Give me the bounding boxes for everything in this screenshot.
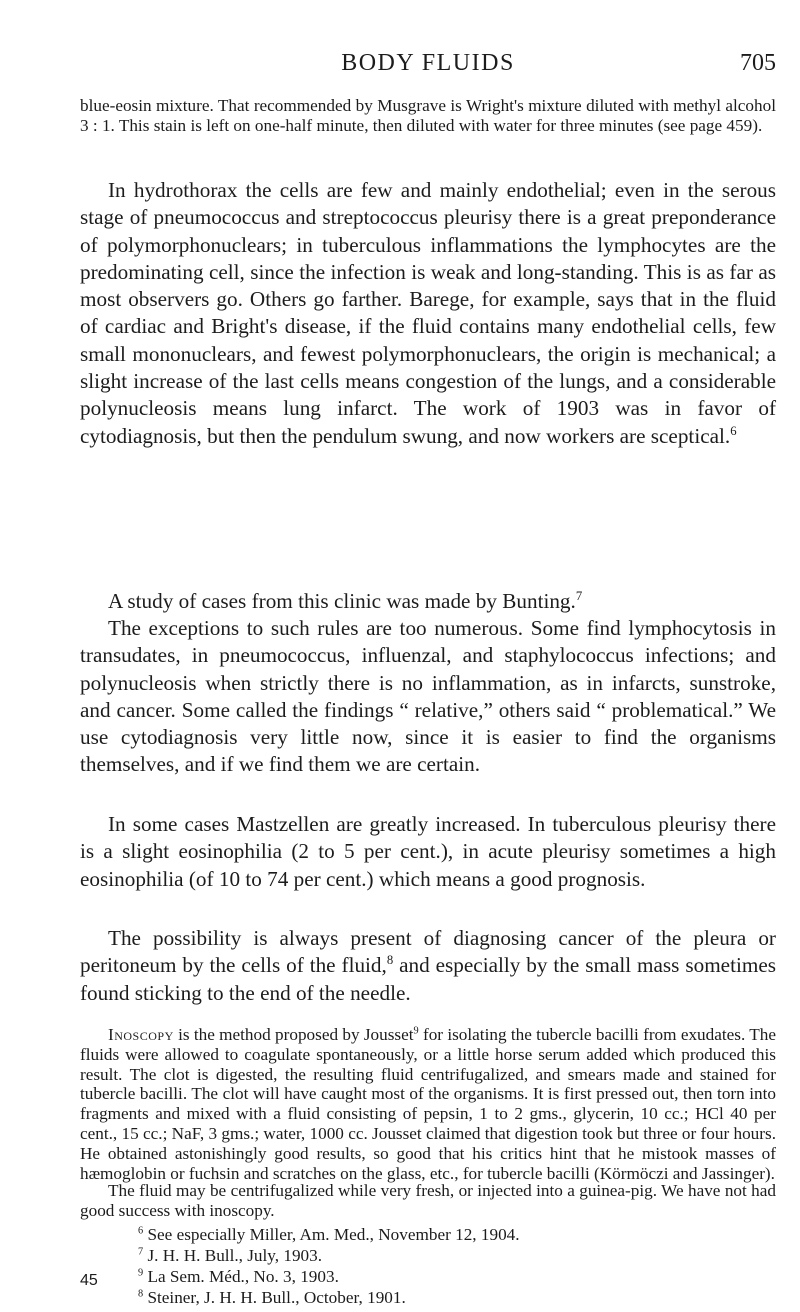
paragraph-exceptions: The exceptions to such rules are too numerous. Some find lymphocytosis in transudates, in pneumococcus, influenzal, and staphylococcus infections; and polynucleosis when strictly there is no inflammation, as in infarcts, sunstroke, and cancer. Some called the findings “ relative,” others said “ problematical.” We use cytodiagnosis very little now, since it is easier to find the organisms themselves, and if we find them we are certain. xyxy=(80,616,776,777)
paragraph-inoscopy-text-a: is the method proposed by Jousset xyxy=(173,1025,414,1044)
paragraph-bunting-text: A study of cases from this clinic was made by Bunting. xyxy=(108,589,576,613)
paragraph-hydrothorax xyxy=(80,177,776,450)
footnote-text: See especially Miller, Am. Med., November 12, 1904. xyxy=(147,1225,520,1244)
footnote xyxy=(138,1224,738,1245)
footnote-text: La Sem. Méd., No. 3, 1903. xyxy=(147,1267,339,1286)
paragraph-guinea-pig: The fluid may be centrifugalized while very fresh, or injected into a guinea-pig. We have not had good success with inoscopy. xyxy=(80,1181,776,1220)
paragraph-mastzellen: In some cases Mastzellen are greatly increased. In tuberculous pleurisy there is a slight eosinophilia (2 to 5 per cent.), in acute pleurisy sometimes a high eosinophilia (of 10 to 74 per cent.) which means a good prognosis. xyxy=(80,812,776,891)
signature-mark: 45 xyxy=(80,1272,98,1289)
paragraph-stain-note: blue-eosin mixture. That recommended by Musgrave is Wright's mixture diluted with methyl alcohol 3 : 1. This stain is left on one-half minute, then diluted with water for three minutes (see page 459). xyxy=(80,96,776,135)
paragraph-cancer-text-a: The possibility is always present of diagnosing cancer of the pleura or peritoneum by the cells of the fluid, xyxy=(80,926,776,978)
footnote-mark: 9 xyxy=(138,1267,144,1279)
paragraph-cancer-text-b: and especially by the small mass sometimes found sticking to the end of the needle. xyxy=(80,953,776,1005)
running-title: BODY FLUIDS xyxy=(341,50,515,76)
paragraph-inoscopy-text-b: for isolating the tubercle bacilli from exudates. The fluids were allowed to coagulate spontaneously, or a little horse serum added which produced this result. The clot is digested, the resulting fluid centrifugalized, and smears made and stained for tubercle bacilli. The clot will have caught most of the organisms. It is first pressed out, then torn into fragments and mixed with a fluid consisting of pepsin, 1 to 2 gms., glycerin, 10 cc.; HCl 40 per cent., 15 cc.; NaF, 3 gms.; water, 1000 cc. Jousset claimed that digestion took but three or four hours. He obtained astonishingly good results, so good that his critics hint that he mistook masses of hæmoglobin or fuchsin and scratches on the glass, etc., for tubercle bacilli (Körmöczi and Jassinger). xyxy=(80,1025,776,1183)
footnote xyxy=(138,1266,738,1287)
footnote-ref-7: 7 xyxy=(575,588,583,603)
footnote-mark: 7 xyxy=(138,1246,144,1258)
footnote-mark: 6 xyxy=(138,1225,144,1237)
footnote xyxy=(138,1287,738,1308)
running-head xyxy=(80,50,776,80)
page-number: 705 xyxy=(740,50,776,76)
footnote-mark: 8 xyxy=(138,1288,144,1300)
paragraph-cancer xyxy=(80,925,776,1007)
footnote-ref-9: 9 xyxy=(413,1025,419,1037)
paragraph-hydrothorax-text: In hydrothorax the cells are few and mainly endothelial; even in the serous stage of pneumococcus and streptococcus pleurisy there is a great preponderance of polymorphonuclears; in tuberculous inflammations the lymphocytes are the predominating cell, since the infection is weak and long-standing. This is as far as most observers go. Others go farther. Barege, for example, says that in the fluid of cardiac and Bright's disease, if the fluid contains many endothelial cells, few small mononuclears, and fewest polymorphonuclears, the origin is mechanical; a slight increase of the last cells means congestion of the lungs, and a considerable polynucleosis means lung infarct. The work of 1903 was in favor of cytodiagnosis, but then the pendulum swung, and now workers are sceptical. xyxy=(80,178,776,448)
inoscopy-term: Inoscopy xyxy=(108,1025,174,1044)
footnote-ref-8: 8 xyxy=(386,953,394,968)
footnote-ref-6: 6 xyxy=(730,423,737,438)
footnotes xyxy=(138,1224,738,1308)
footnote-text: Steiner, J. H. H. Bull., October, 1901. xyxy=(147,1288,406,1307)
footnote-text: J. H. H. Bull., July, 1903. xyxy=(147,1246,323,1265)
footnote xyxy=(138,1245,738,1266)
paragraph-bunting xyxy=(80,588,776,615)
paragraph-inoscopy xyxy=(80,1025,776,1183)
